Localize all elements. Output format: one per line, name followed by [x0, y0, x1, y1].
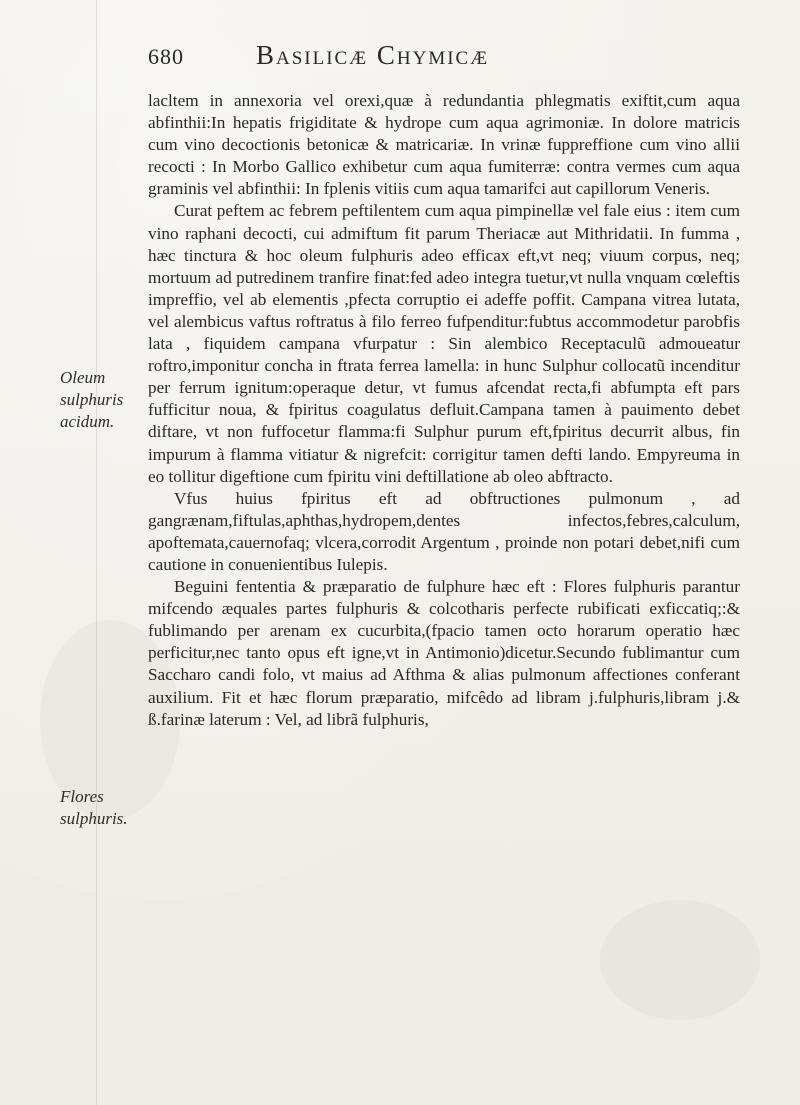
paragraph: Curat peftem ac febrem peftilentem cum aqua pimpinellæ vel fale eius : item cum vino raphani decocti, cui admiftum fit parum Theriacæ aut Mithridatii. In fumma , hæc tinctura & hoc oleum fulphuris adeo efficax eft,vt neq; viuum corpus, neq; mortuum ad putredinem tranfire finat:fed adeo integra tuetur,vt nulla vnquam cœleftis impreffio, vel ab elementis ,pfecta corruptio ei adeffe poffit. Campana vitrea lutata, vel alembicus vaftus roftratus à filo ferreo fufpenditur:fubtus accommodetur parobfis lata , fiquidem campana vfurpatur : Sin alembico Receptaculũ admoueatur roftro,imponitur concha in ftrata ferrea lamella: in hunc Sulphur collocatũ incenditur per ferrum ignitum:operaque detur, vt fumus afcendat recta,fi abfumpta eft pars fufficitur noua, & fpiritus coagulatus defluit.Campana tamen à pauimento debet diftare, vt non fuffocetur flamma:fi Sulphur purum eft,fpiritus decurrit albus, fin impurum à flamma vitiatur & nigrefcit: corrigitur tamen defti lando. Empyreuma in eo tollitur digeftione cum fpiritu vini deftillatione ab oleo abftracto.: [148, 201, 740, 486]
paragraph: lacltem in annexoria vel orexi,quæ à redundantia phlegmatis exiftit,cum aqua abfinthii:In hepatis frigiditate & hydrope cum aqua agrimoniæ. In dolore matricis cum vino decoctionis betonicæ & matricariæ. In vrinæ fuppreffione cum vino allii recocti : In Morbo Gallico exhibetur cum aqua fumiterræ: contra vermes cum aqua graminis vel abfinthii: In fplenis vitiis cum aqua tamarifci aut capillorum Veneris.: [148, 91, 740, 199]
running-head: Basilicæ Chymicæ: [256, 40, 490, 70]
page-number: 680: [148, 44, 184, 69]
page-fold-line: [96, 0, 97, 1105]
paragraph: Beguini fententia & præparatio de fulphure hæc eft : Flores fulphuris parantur mifcendo æquales partes fulphuris & colcotharis perfecte rubificati exficcatiq;:& fublimando per arenam ex cucurbita,(fpacio tamen octo horarum operatio hæc perficitur,nec tanto opus eft igne,vt in Antimonio)dicetur.Secundo fublimantur cum Saccharo candi folo, vt maius ad Afthma & alias pulmonum affectiones conferant auxilium. Fit et hæc florum præparatio, mifcêdo ad libram j.fulphuris,libram j.& ß.farinæ laterum : Vel, ad librã fulphuris,: [148, 577, 740, 729]
paragraph: Vfus huius fpiritus eft ad obftructiones pulmonum , ad gangrænam,fiftulas,aphthas,hydropem,dentes infectos,febres,calculum, apoftemata,cauernofaq; vlcera,corrodit Argentum , proinde non potari debet,nifi cum cautione in conuenientibus Iulepis.: [148, 488, 740, 574]
body-text: [148, 90, 740, 731]
page-header: [120, 40, 740, 76]
margin-note-flores: Flores sulphuris.: [60, 787, 128, 828]
paper-stain: [600, 900, 760, 1020]
margin-note-oleum: Oleum sulphuris acidum.: [60, 368, 124, 431]
